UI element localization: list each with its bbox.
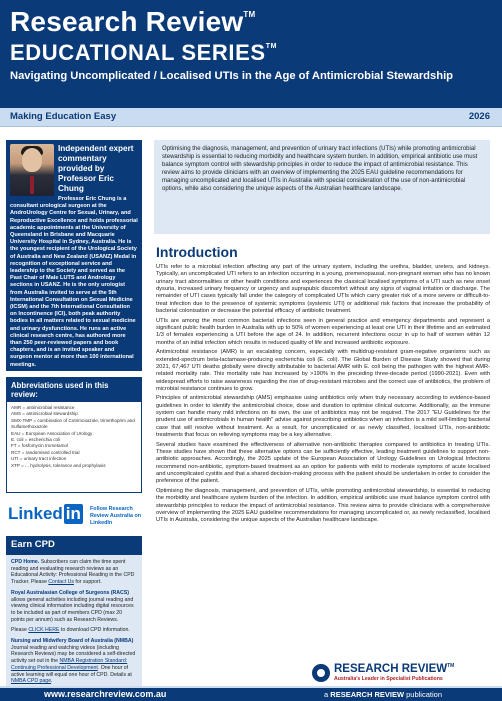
publication-credit: a RESEARCH REVIEW publication <box>324 690 442 699</box>
body-paragraph: UTIs refer to a microbial infection affecting any part of the urinary system, including the urethra, bladder, ureters, and kidneys. Typically, an uncomplicated UTI refers to an infection occurring in a young, premenopausal, non-pregnant woman who has no known urinary tract abnormalities or other health conditions and experiences the classical localised symptoms of a UTI such as new onset dysuria, increased urinary frequency or urgency and suprapubic discomfort without any signs of vaginal irritation or discharge. The remainder of UTI cases typically fall under the category of complicated UTIs which carry greater risk of a more severe or difficult-to-treat infection due to the presence of systemic symptoms (systemic UTI) or additional risk factors that increase the probability of bacterial colonisation or decrease the potential efficacy of antibiotic treatment. <box>156 264 490 315</box>
footer-bar <box>0 688 502 701</box>
intro-summary-box <box>154 140 490 234</box>
abbreviation-item: XTP = ... hydrolysis, tolerance and prophylaxis <box>11 462 106 468</box>
linkedin-logo-icon: Linked in <box>8 504 81 523</box>
body-paragraph: Antimicrobial resistance (AMR) is an escalating concern, especially with multidrug-resistant gram-negative organisms such as extended-spectrum beta-lactamase-producing escherichia coli (E. coli). The Global Burden of Disease Study showed that during 2021, 67,467 UTI deaths globally were directly attributable to bacterial AMR with E. coli being the pathogen with the highest AMR-related mortality rate. This mortality rate has increased by >190% in the preceding three-decade period (1990-2021). Even with widespread efforts to raise awareness regarding the rise of drug-resistant microbes and the correct use of antibiotics, the problem of microbial resistance continues to grow. <box>156 349 490 392</box>
research-review-logo <box>312 663 494 685</box>
click-here-link[interactable]: CLICK HERE <box>28 627 60 634</box>
nmba-standard-link[interactable]: NMBA Registration Standard: Continuing Professional Development <box>11 658 128 671</box>
abbreviation-item: E. coli = escherichia coli <box>11 437 61 443</box>
research-review-mark-icon <box>312 664 330 682</box>
abbreviations-box <box>6 377 142 493</box>
abbreviation-item: SMX-TMP = combination of Cotrimoxazole, trimethoprim and Sulfamethoxazole <box>11 417 135 430</box>
expert-commentary-box <box>6 140 142 371</box>
abbreviation-item: UTI = urinary tract infection <box>11 456 67 462</box>
cpd-home-paragraph: CPD Home. Subscribers can claim the time spent reading and evaluating research reviews as an Educational Activity: Professional Reading in the CPD Tracker. Please Contact Us for support. <box>11 559 135 586</box>
main-content <box>152 134 494 659</box>
cpd-info-box <box>6 555 142 701</box>
logo-name: RESEARCH REVIEW™ <box>334 663 455 675</box>
nmba-paragraph: Nursing and Midwifery Board of Australia (NMBA) Journal reading and watching videos (including Research Reviews) may be considered a self-directed activity set out in the NMBA Registration Standard: Continuing Professional Development. One hour of active learning will equal one hour of CPD. Details at NMBA CPD page. <box>11 638 136 685</box>
left-sidebar <box>0 134 147 685</box>
issue-year: 2026 <box>468 111 490 122</box>
linkedin-follow-text: Follow Research Review Australia on LinkedIn <box>90 506 142 526</box>
masthead <box>0 0 502 108</box>
series-title: EDUCATIONAL SERIES™ <box>10 40 277 65</box>
logo-tagline: Australia's Leader in Specialist Publications <box>334 676 443 682</box>
introduction-body <box>156 264 490 654</box>
nmba-cpd-page-link[interactable]: NMBA CPD page <box>11 678 52 685</box>
body-paragraph: Principles of antimicrobial stewardship (AMS) emphasise using antibiotics only when truly necessary according to evidence-based guidelines in order to identify the antimicrobial choice, dose and duration to optimise clinical outcome. Additionally, as the immune system can handle many mild infections on its own, the use of antibiotics may not be required. The 2017 "EU Guidelines for the prudent use of antimicrobials in human health" advise against prescribing antibiotics when an infection is a mild self-limiting bacterial case that will resolve without treatment. As a result, for uncomplicated or as newly classified, localised UTIs, non-antibiotic treatments that focus on relieving symptoms may be a key alternative. <box>156 395 490 439</box>
expert-title: Independent expert commentary provided by Professor Eric Chung <box>58 144 134 193</box>
abbreviations-list <box>7 402 141 472</box>
section-heading-introduction: Introduction <box>156 244 238 260</box>
intro-summary-text: Optimising the diagnosis, management, and prevention of urinary tract infections (UTIs) while promoting antimicrobial stewardship is essential to reducing morbidity and healthcare system burden. In addition, empirical antibiotic use must balance symptom control with stewardship principles in order to reduce the impact of antimicrobial resistance. This review aims to provide clinicians with an overview of implementing the 2025 EAU guideline recommendations for managing uncomplicated and localised UTIs in Australia with special consideration of the use of non-antimicrobial options, while also considering the unique aspects of the Australian healthcare landscape. <box>162 146 478 192</box>
cpd-heading: Earn CPD <box>6 536 142 555</box>
abbreviation-item: RCT = randomised controlled trial <box>11 449 80 455</box>
click-here-paragraph: Please CLICK HERE to download CPD information. <box>11 627 130 634</box>
abbreviation-item: EAU = European Association of Urology <box>11 430 93 436</box>
expert-bio: Professor Eric Chung is a consultant urological surgeon at the AndroUrology Centre for Sexual, Urinary, and Reproductive Excellence and holds professorial academic appointments at the University of Queensland in Brisbane and Macquarie University Hospital in Sydney, Australia. He is the youngest recipient of the Urological Society of Australia and New Zealand (USANZ) Medal in recognition of exceptional service and leadership to the Society and served as the Past Chair of Male LUTS and Andrology sections in USANZ. He is the only urologist from Australia invited to serve at the 5th International Consultation on Sexual Medicine (ICSM) and the 7th International Consultation on Incontinence (ICI), both peak authority bodies in all matters related to sexual medicine and urinary dysfunctions. He runs an active clinical research centre, has authored more than 250 peer-reviewed papers and book chapters, and is an invited speaker and surgeon mentor at more than 100 international meetings. <box>10 196 138 368</box>
brand-title: Research Review™ <box>10 6 256 37</box>
tagline: Making Education Easy <box>10 111 117 122</box>
document-subtitle: Navigating Uncomplicated / Localised UTIs in the Age of Antimicrobial Stewardship <box>10 70 454 82</box>
abbreviation-item: AMR = antimicrobial resistance <box>11 405 75 410</box>
body-paragraph: Several studies have examined the effectiveness of alternative non-antibiotic therapies compared to antibiotics in treating UTIs. These studies have shown that these alternative options can be sufficiently effective, leading treatment guidelines to support non-antibiotic approaches. Accordingly, the 2025 update of the European Association of Urology Guidelines on Urological Infections recommend non-antibiotic, symptom-based treatment as an option for patients with mild to moderate symptoms of acute localised and uncomplicated cystitis and that a shared decision-making process with the patient should be undertaken in order to consider the preference of the patient. <box>156 441 490 485</box>
abbreviation-item: FT = fosfomycin trometamol <box>11 443 68 449</box>
linkedin-follow-link[interactable] <box>6 500 142 530</box>
abbreviations-title: Abbreviations used in this review: <box>7 378 141 402</box>
body-paragraph: UTIs are among the most common bacterial infections seen in general practice and emergency departments and represent a significant public health burden in Australia with up to 50% of women experiencing at least one UTI in their lifetime and an estimated 1/3 of females experiencing a UTI before the age of 24. In addition, recurrent infections occur in up to half of women within 12 months of an initial infection which results in reduced quality of life and increased antibiotic exposure. <box>156 317 490 346</box>
expert-photo <box>10 144 54 196</box>
website-link[interactable]: www.researchreview.com.au <box>44 689 167 699</box>
racs-paragraph: Royal Australasian College of Surgeons (RACS) allows general activities including journal reading and viewing clinical information including digital resources to be included as part of members CPD (max 20 points per annum) such as Research Reviews. <box>11 589 134 623</box>
body-paragraph: Optimising the diagnosis, management, and prevention of UTIs, while promoting antimicrobial stewardship, is essential to reducing the morbidity and healthcare system burden of the infection. In addition, empirical antibiotic use must balance symptom control with stewardship principles to reduce the impact of antimicrobial resistance. This review aims to provide clinicians with a comprehensive overview of implementing the 2025 EAU guideline recommendations for managing uncomplicated or, as newly reclassified, localised UTIs in Australia, considering the unique aspects of the Australian healthcare landscape. <box>156 487 490 524</box>
abbreviation-item: AMS = antimicrobial stewardship <box>11 411 78 417</box>
tagline-bar <box>0 108 502 127</box>
contact-us-link[interactable]: Contact Us <box>48 579 74 586</box>
